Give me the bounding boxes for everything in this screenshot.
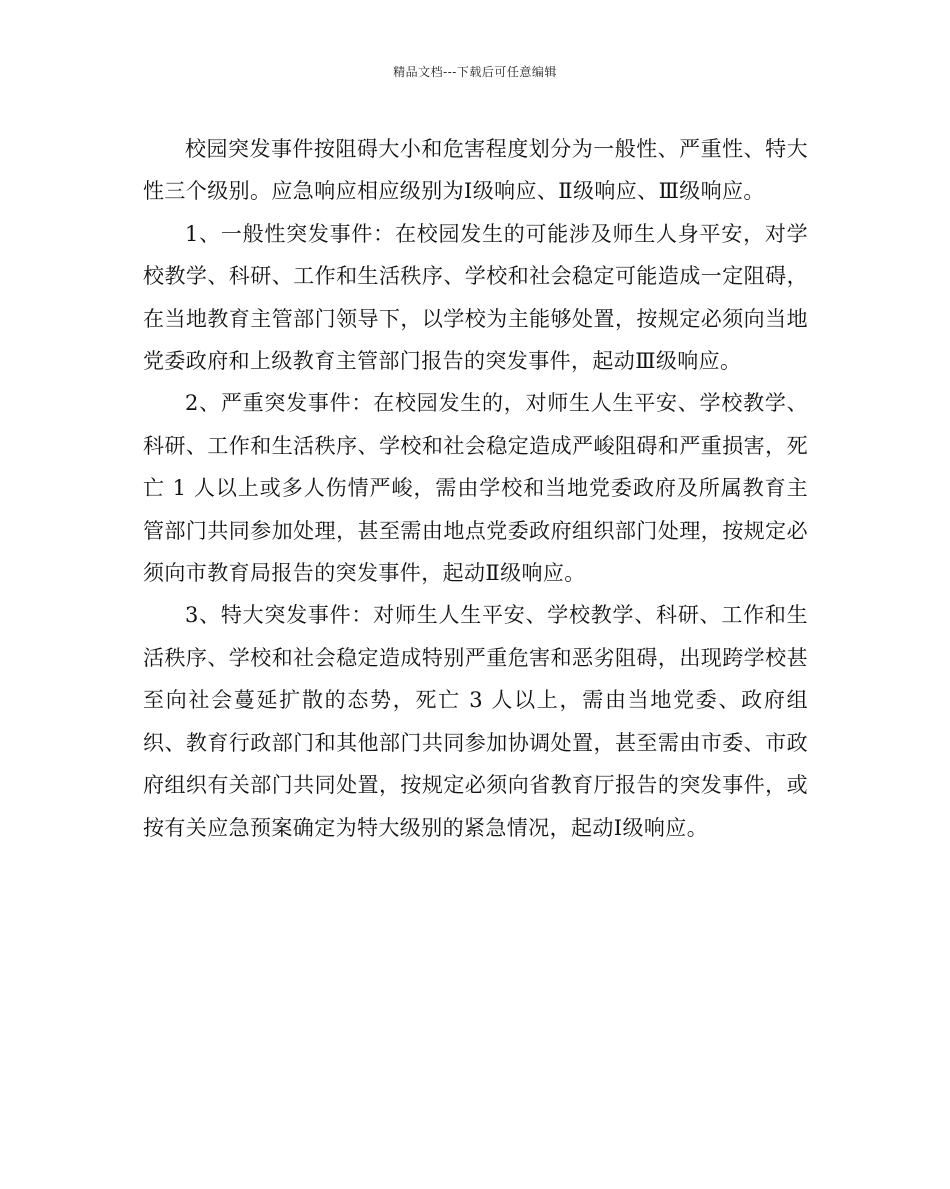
page-header: 精品文档---下载后可任意编辑 [393,65,557,79]
paragraph-level-general: 1、一般性突发事件：在校园发生的可能涉及师生人身平安，对学校教学、科研、工作和生活秩序、学校和社会稳定可能造成一定阻碍，在当地教育主管部门领导下，以学校为主能够处置，按规定必须向当地党委政府和上级教育主管部门报告的突发事件，起动Ⅲ级响应。 [143,221,808,374]
paragraph-intro: 校园突发事件按阻碍大小和危害程度划分为一般性、严重性、特大性三个级别。应急响应相应级别为Ⅰ级响应、Ⅱ级响应、Ⅲ级响应。 [143,137,808,204]
paragraph-level-major: 3、特大突发事件：对师生人生平安、学校教学、科研、工作和生活秩序、学校和社会稳定造成特别严重危害和恶劣阻碍，出现跨学校甚至向社会蔓延扩散的态势，死亡 3 人以上，需由当地党委、政府组织、教育行政部门和其他部门共同参加协调处置，甚至需由市委、市政府组织有关部门共同处置，按规定必须向省教育厅报告的突发事件，或按有关应急预案确定为特大级别的紧急情况，起动Ⅰ级响应。 [143,603,808,840]
document-body [143,128,808,849]
paragraph-level-serious: 2、严重突发事件：在校园发生的，对师生人生平安、学校教学、科研、工作和生活秩序、学校和社会稳定造成严峻阻碍和严重损害，死亡 1 人以上或多人伤情严峻，需由学校和当地党委政府及所属教育主管部门共同参加处理，甚至需由地点党委政府组织部门处理，按规定必须向市教育局报告的突发事件，起动Ⅱ级响应。 [143,391,808,586]
